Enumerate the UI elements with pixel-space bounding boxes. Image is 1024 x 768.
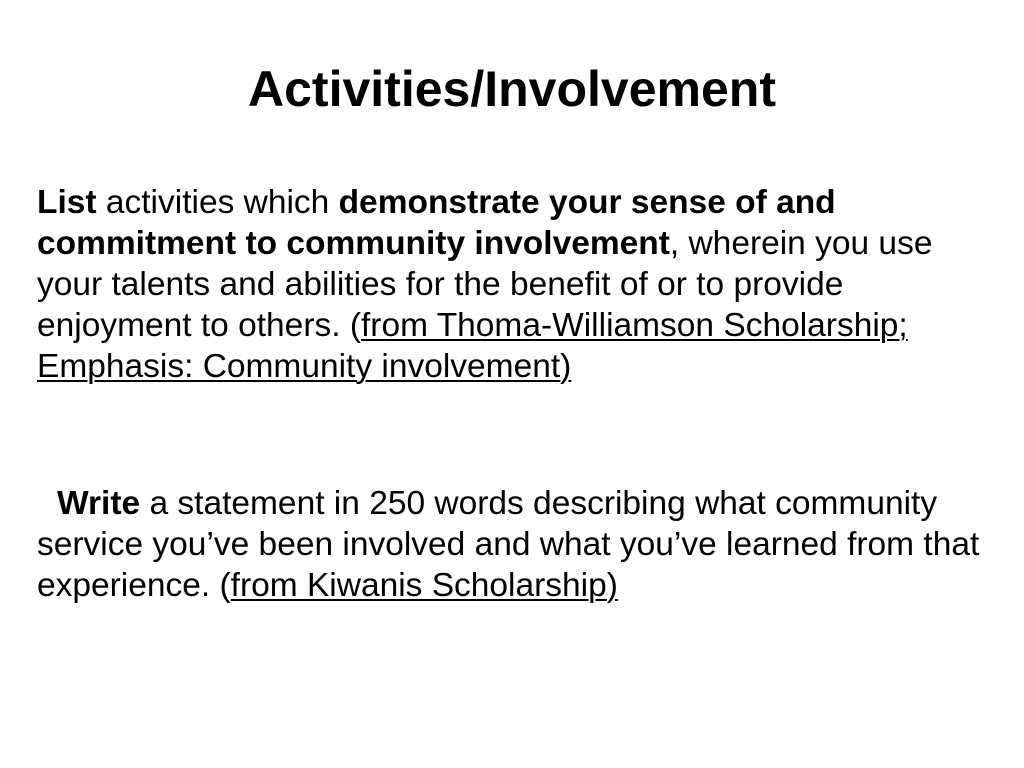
paragraph2-text1: a statement in 250 words describing what community service you’ve been involved and what you’ve learned from that experience. ( xyxy=(37,485,980,604)
slide-title: Activities/Involvement xyxy=(248,61,776,117)
paragraph-write-statement xyxy=(37,483,997,606)
paragraph-list-activities xyxy=(37,182,997,387)
lead-word-list: List xyxy=(37,184,97,221)
lead-word-write: Write xyxy=(57,485,141,522)
paragraph1-text1: activities which xyxy=(96,184,339,221)
paragraph1-emphasis: demonstrate your sense of and commitment to community involvement xyxy=(37,184,836,262)
source-thoma-williamson: from Thoma-Williamson Scholarship; Emphasis: Community involvement) xyxy=(37,307,908,385)
paragraph1-text2: , wherein you use your talents and abilities for the benefit of or to provide enjoyment to others. ( xyxy=(37,225,933,344)
source-kiwanis: from Kiwanis Scholarship) xyxy=(230,567,618,604)
